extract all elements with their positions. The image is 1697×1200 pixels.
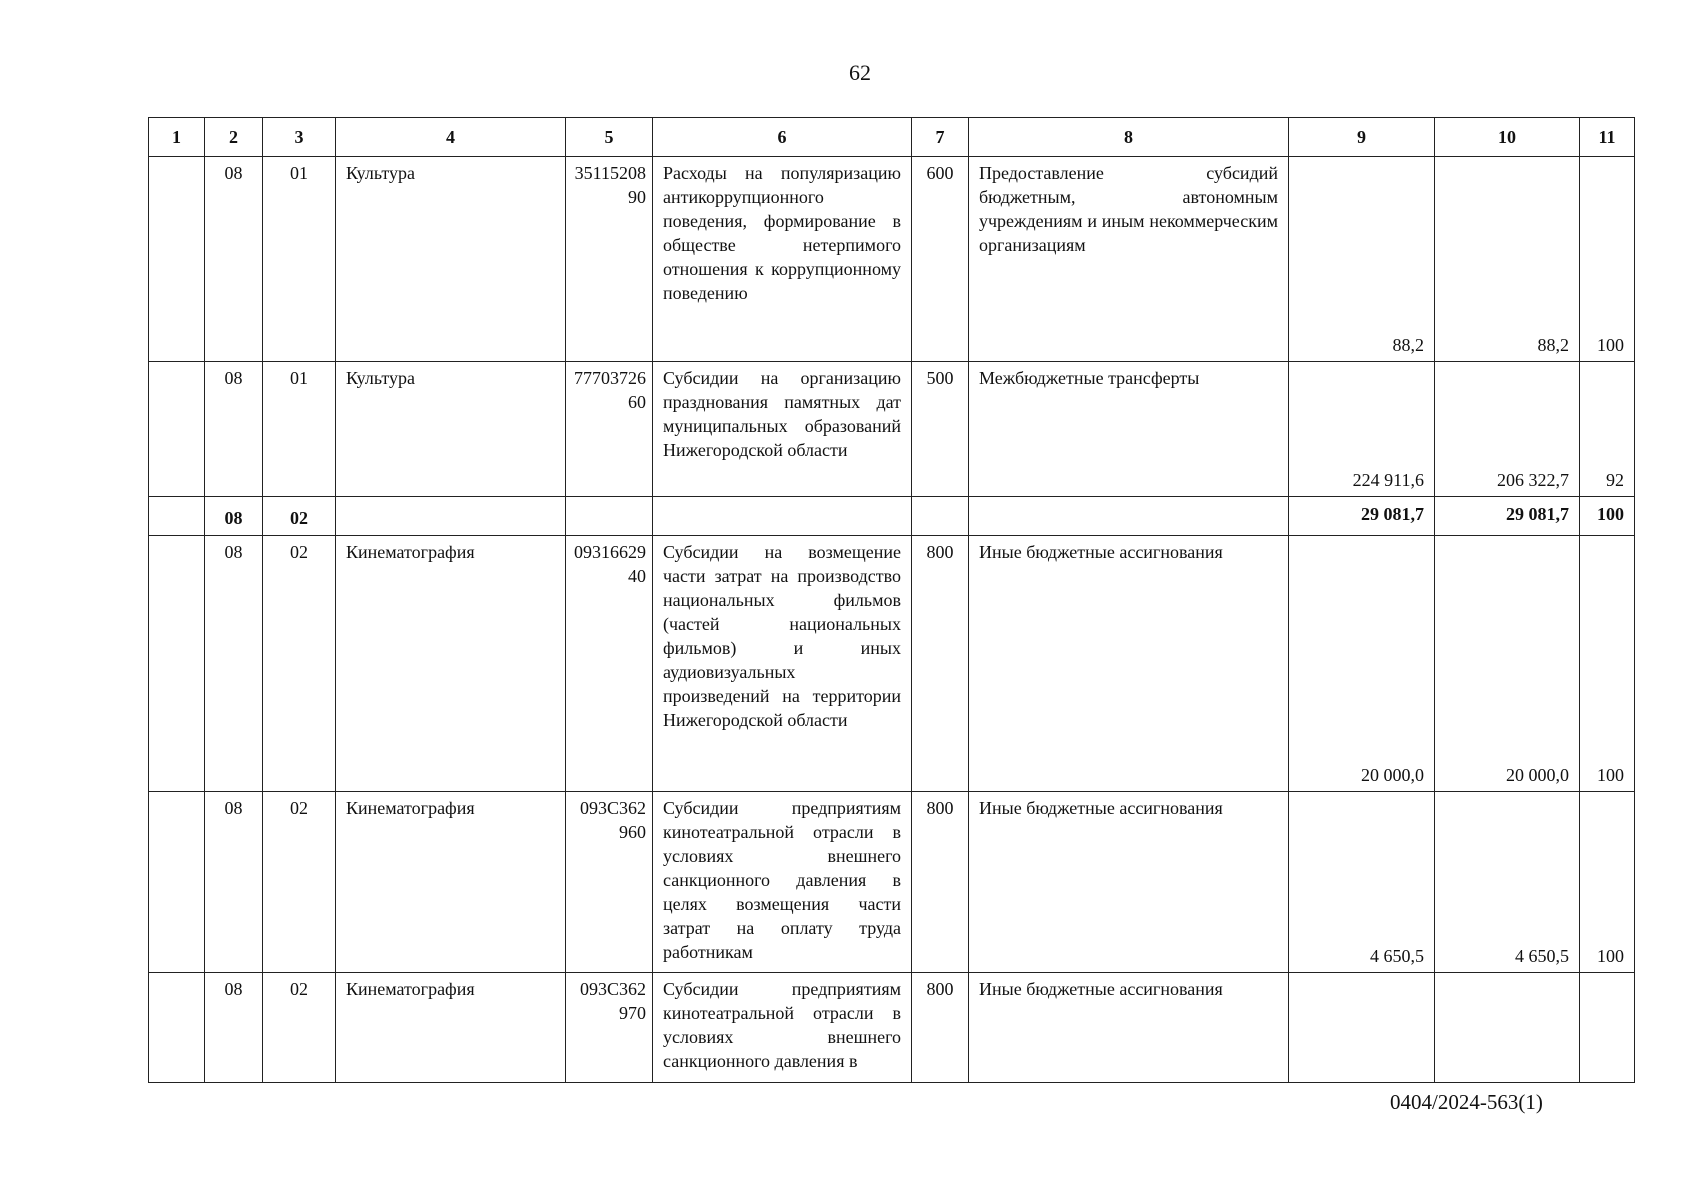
cell-target-article — [566, 497, 653, 536]
column-header: 4 — [336, 118, 566, 157]
cell-col1 — [149, 792, 205, 973]
cell-col1 — [149, 362, 205, 497]
cell-section: 08 — [205, 497, 263, 536]
column-header: 3 — [263, 118, 336, 157]
cell-expense-type: 800 — [912, 536, 969, 792]
cell-col1 — [149, 157, 205, 362]
cell-subsection: 01 — [263, 157, 336, 362]
cell-col1 — [149, 497, 205, 536]
cell-expense-type-name: Иные бюджетные ассигнования — [969, 792, 1289, 973]
cell-section: 08 — [205, 157, 263, 362]
cell-col1 — [149, 973, 205, 1083]
page-number: 62 — [849, 60, 871, 85]
column-header: 8 — [969, 118, 1289, 157]
cell-section: 08 — [205, 973, 263, 1083]
cell-subsection: 01 — [263, 362, 336, 497]
cell-expense-type-name: Иные бюджетные ассигнования — [969, 536, 1289, 792]
column-header: 11 — [1580, 118, 1635, 157]
cell-planned-amount: 29 081,7 — [1289, 497, 1435, 536]
cell-subsection-name: Культура — [336, 362, 566, 497]
cell-expense-type-name: Иные бюджетные ассигнования — [969, 973, 1289, 1083]
cell-subsection-name: Кинематография — [336, 792, 566, 973]
cell-target-article: 7770372660 — [566, 362, 653, 497]
cell-article-name — [653, 497, 912, 536]
cell-planned-amount: 88,2 — [1289, 157, 1435, 362]
cell-actual-amount: 88,2 — [1435, 157, 1580, 362]
cell-actual-amount: 206 322,7 — [1435, 362, 1580, 497]
cell-planned-amount: 20 000,0 — [1289, 536, 1435, 792]
column-header: 9 — [1289, 118, 1435, 157]
cell-expense-type — [912, 497, 969, 536]
cell-subsection-name: Кинематография — [336, 973, 566, 1083]
cell-section: 08 — [205, 792, 263, 973]
cell-target-article: 0931662940 — [566, 536, 653, 792]
column-header: 2 — [205, 118, 263, 157]
cell-percent: 100 — [1580, 792, 1635, 973]
column-header: 10 — [1435, 118, 1580, 157]
cell-expense-type: 600 — [912, 157, 969, 362]
cell-expense-type: 500 — [912, 362, 969, 497]
cell-subsection: 02 — [263, 973, 336, 1083]
table-row — [149, 536, 1635, 792]
cell-subsection-name: Культура — [336, 157, 566, 362]
cell-section: 08 — [205, 536, 263, 792]
cell-planned-amount — [1289, 973, 1435, 1083]
budget-table — [148, 117, 1635, 1083]
cell-percent: 92 — [1580, 362, 1635, 497]
cell-actual-amount — [1435, 973, 1580, 1083]
column-header: 6 — [653, 118, 912, 157]
cell-subsection: 02 — [263, 497, 336, 536]
column-header: 7 — [912, 118, 969, 157]
cell-expense-type-name: Предоставление субсидий бюджетным, автономным учреждениям и иным некоммерческим организациям — [969, 157, 1289, 362]
cell-actual-amount: 29 081,7 — [1435, 497, 1580, 536]
cell-expense-type: 800 — [912, 973, 969, 1083]
column-header: 1 — [149, 118, 205, 157]
cell-article-name: Субсидии предприятиям кинотеатральной отрасли в условиях внешнего санкционного давления в целях возмещения части затрат на оплату труда работникам — [653, 792, 912, 973]
cell-planned-amount: 4 650,5 — [1289, 792, 1435, 973]
cell-article-name: Субсидии предприятиям кинотеатральной отрасли в условиях внешнего санкционного давления в — [653, 973, 912, 1083]
cell-expense-type: 800 — [912, 792, 969, 973]
cell-target-article: 093С362970 — [566, 973, 653, 1083]
cell-actual-amount: 20 000,0 — [1435, 536, 1580, 792]
cell-subsection-name: Кинематография — [336, 536, 566, 792]
cell-subsection-name — [336, 497, 566, 536]
table-row — [149, 362, 1635, 497]
cell-subsection: 02 — [263, 536, 336, 792]
table-row — [149, 973, 1635, 1083]
cell-target-article: 3511520890 — [566, 157, 653, 362]
document-code: 0404/2024-563(1) — [1390, 1090, 1543, 1114]
cell-article-name: Субсидии на организацию празднования памятных дат муниципальных образований Нижегородской области — [653, 362, 912, 497]
table-row — [149, 157, 1635, 362]
column-header: 5 — [566, 118, 653, 157]
subtotal-row — [149, 497, 1635, 536]
cell-expense-type-name — [969, 497, 1289, 536]
cell-actual-amount: 4 650,5 — [1435, 792, 1580, 973]
cell-col1 — [149, 536, 205, 792]
cell-planned-amount: 224 911,6 — [1289, 362, 1435, 497]
cell-percent: 100 — [1580, 536, 1635, 792]
table-header-row — [149, 118, 1635, 157]
cell-percent: 100 — [1580, 497, 1635, 536]
table-row — [149, 792, 1635, 973]
cell-expense-type-name: Межбюджетные трансферты — [969, 362, 1289, 497]
cell-section: 08 — [205, 362, 263, 497]
cell-subsection: 02 — [263, 792, 336, 973]
cell-percent: 100 — [1580, 157, 1635, 362]
cell-article-name: Субсидии на возмещение части затрат на производство национальных фильмов (частей национальных фильмов) и иных аудиовизуальных произведений на территории Нижегородской области — [653, 536, 912, 792]
cell-percent — [1580, 973, 1635, 1083]
cell-article-name: Расходы на популяризацию антикоррупционного поведения, формирование в обществе нетерпимого отношения к коррупционному поведению — [653, 157, 912, 362]
cell-target-article: 093С362960 — [566, 792, 653, 973]
